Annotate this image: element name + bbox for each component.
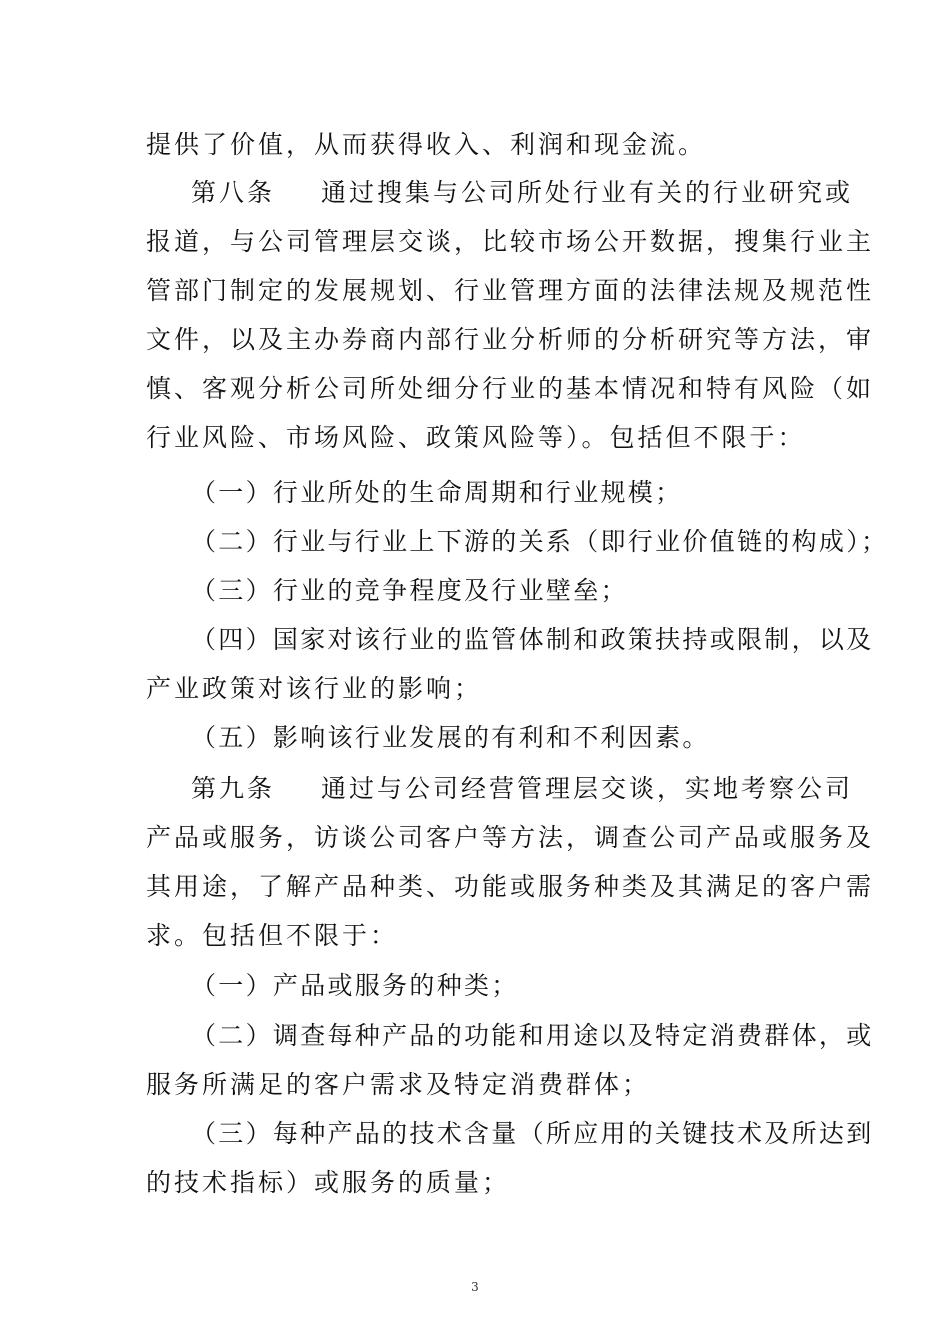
text-line: 管部门制定的发展规划、行业管理方面的法律法规及规范性 — [146, 276, 875, 305]
list-item: （三）行业的竞争程度及行业壁垒； — [191, 576, 628, 605]
article-label: 第八条 — [191, 178, 276, 207]
page-number: 3 — [471, 1280, 479, 1294]
text-line: 提供了价值，从而获得收入、利润和现金流。 — [146, 130, 707, 159]
article-label: 第九条 — [191, 774, 276, 803]
list-item: （一）产品或服务的种类； — [191, 971, 519, 1000]
text-line: 产业政策对该行业的影响； — [146, 674, 483, 703]
list-item: （二）行业与行业上下游的关系（即行业价值链的构成）； — [191, 527, 889, 556]
list-item: （三）每种产品的技术含量（所应用的关键技术及所达到 — [191, 1119, 874, 1148]
text-line: 慎、客观分析公司所处细分行业的基本情况和特有风险（如 — [146, 374, 875, 403]
text-line: 行业风险、市场风险、政策风险等）。包括但不限于： — [146, 423, 806, 452]
article-9-heading-line — [191, 773, 853, 805]
text-line: 文件，以及主办券商内部行业分析师的分析研究等方法，审 — [146, 325, 875, 354]
text-line: 通过与公司经营管理层交谈，实地考察公司 — [321, 774, 854, 803]
list-item: （一）行业所处的生命周期和行业规模； — [191, 478, 683, 507]
text-line: 通过搜集与公司所处行业有关的行业研究或 — [321, 178, 854, 207]
article-8-heading-line — [191, 177, 853, 209]
text-line: 服务所满足的客户需求及特定消费群体； — [146, 1070, 651, 1099]
text-line: 产品或服务，访谈公司客户等方法，调查公司产品或服务及 — [146, 823, 875, 852]
list-item: （五）影响该行业发展的有利和不利因素。 — [191, 723, 710, 752]
text-line: 报道，与公司管理层交谈，比较市场公开数据，搜集行业主 — [146, 227, 875, 256]
text-line: 其用途，了解产品种类、功能或服务种类及其满足的客户需 — [146, 872, 875, 901]
list-item: （二）调查每种产品的功能和用途以及特定消费群体，或 — [191, 1021, 874, 1050]
text-line: 求。包括但不限于： — [146, 921, 399, 950]
text-line: 的技术指标）或服务的质量； — [146, 1168, 511, 1197]
list-item: （四）国家对该行业的监管体制和政策扶持或限制，以及 — [191, 625, 874, 654]
